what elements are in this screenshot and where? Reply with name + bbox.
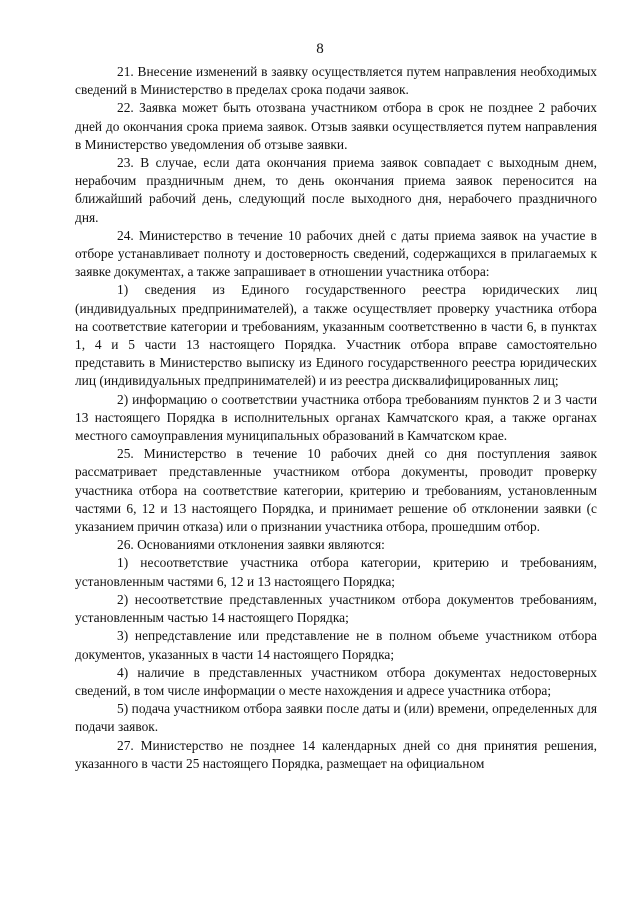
paragraph-26-item-2: 2) несоответствие представленных участником отбора документов требованиям, установленным частью 14 настоящего Порядка; xyxy=(75,591,597,626)
paragraph-24-item-2: 2) информацию о соответствии участника отбора требованиям пунктов 2 и 3 части 13 настоящего Порядка в исполнительных органах Камчатского края, а также органах местного самоуправления муниципальных образований в Камчатском крае. xyxy=(75,391,597,444)
paragraph-24: 24. Министерство в течение 10 рабочих дней с даты приема заявок на участие в отборе устанавливает полноту и достоверность сведений, содержащихся в прилагаемых к заявке документах, а также запрашивает в отношении участника отбора: xyxy=(75,227,597,280)
paragraph-22: 22. Заявка может быть отозвана участником отбора в срок не позднее 2 рабочих дней до окончания срока приема заявок. Отзыв заявки осуществляется путем направления в Министерство уведомления об отзыве заявки. xyxy=(75,100,597,152)
paragraph-23: 23. В случае, если дата окончания приема заявок совпадает с выходным днем, нерабочим праздничным днем, то день окончания приема заявок переносится на ближайший рабочий день, следующий после выходного дня, нерабочего праздничного дня. xyxy=(75,155,597,225)
page-number: 8 xyxy=(316,41,324,57)
paragraph-26-item-1: 1) несоответствие участника отбора категории, критерию и требованиям, установленным частями 6, 12 и 13 настоящего Порядка; xyxy=(75,555,597,589)
paragraph-24-item-1: 1) сведения из Единого государственного реестра юридических лиц (индивидуальных предпринимателей), а также осуществляет проверку участника отбора на соответствие категории и требованиям, указанным соответственно в части 6, в пунктах 1, 4 и 5 части 13 настоящего Порядка. Участник отбора вправе самостоятельно представить в Министерство выписку из Единого государственного реестра юридических лиц (индивидуальных предпринимателей) и из реестра дисквалифицированных лиц; xyxy=(75,282,597,389)
paragraph-27: 27. Министерство не позднее 14 календарных дней со дня принятия решения, указанного в части 25 настоящего Порядка, размещает на официальном xyxy=(75,737,597,771)
paragraph-26-item-4: 4) наличие в представленных участником отбора документах недостоверных сведений, в том числе информации о месте нахождения и адресе участника отбора; xyxy=(75,664,597,698)
document-body xyxy=(75,63,597,773)
paragraph-26-item-3: 3) непредставление или представление не в полном объеме участником отбора документов, указанных в части 14 настоящего Порядка; xyxy=(75,628,597,662)
paragraph-21: 21. Внесение изменений в заявку осуществляется путем направления необходимых сведений в Министерство в пределах срока подачи заявок. xyxy=(75,64,597,98)
paragraph-26-item-5: 5) подача участником отбора заявки после даты и (или) времени, определенных для подачи заявок. xyxy=(75,701,597,735)
paragraph-26: 26. Основаниями отклонения заявки являются: xyxy=(117,537,385,553)
paragraph-25: 25. Министерство в течение 10 рабочих дней со дня поступления заявок рассматривает представленные участником отбора документы, проводит проверку участника отбора на соответствие категории, критерию и требованиям, установленным частями 6, 12 и 13 настоящего Порядка, и принимает решение об отклонении заявки (с указанием причин отказа) или о признании участника отбора, прошедшим отбор. xyxy=(75,446,597,535)
